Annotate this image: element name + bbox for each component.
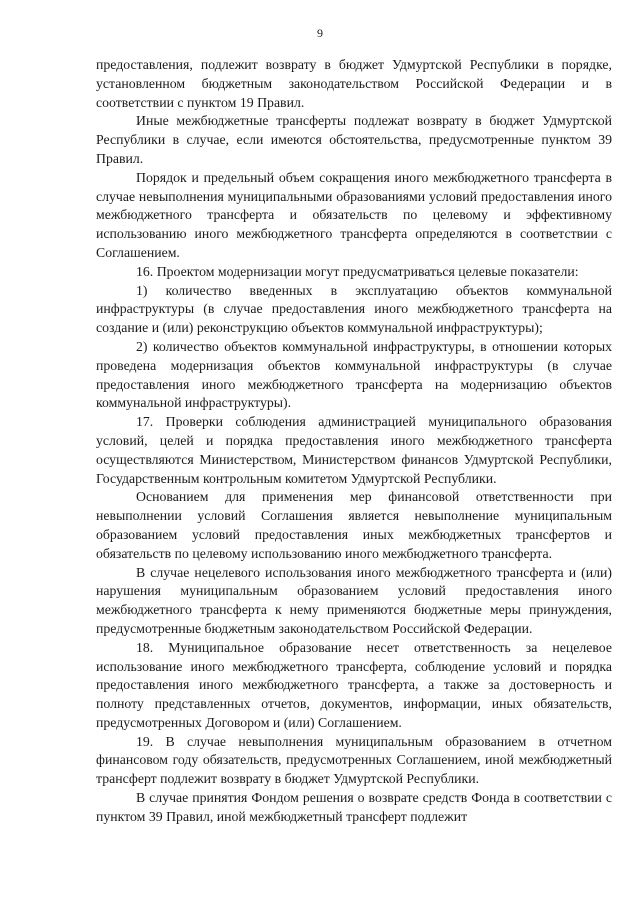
paragraph-item-18: 18. Муниципальное образование несет ответственность за нецелевое использование иного межбюджетного трансферта, соблюдение условий и порядка предоставления иного межбюджетного трансферта, а также за достоверность и полноту представленных отчетов, документов, информации, иных обязательств, предусмотренных Договором и (или) Соглашением. bbox=[96, 639, 612, 730]
paragraph-item-16: 16. Проектом модернизации могут предусматриваться целевые показатели: bbox=[136, 263, 579, 279]
paragraph-subitem-2: 2) количество объектов коммунальной инфраструктуры, в отношении которых проведена модернизация объектов коммунальной инфраструктуры (в случае предоставления иного межбюджетного трансферта на модернизацию объектов коммунальной инфраструктуры). bbox=[96, 338, 612, 411]
paragraph-item-17: 17. Проверки соблюдения администрацией муниципального образования условий, целей и порядка предоставления иного межбюджетного трансферта осуществляются Министерством, Министерством финансов Удмуртской Республики, Государственным контрольным комитетом Удмуртской Республики. bbox=[96, 414, 612, 486]
paragraph: В случае принятия Фондом решения о возврате средств Фонда в соответствии с пунктом 39 Правил, иной межбюджетный трансферт подлежит bbox=[96, 790, 612, 824]
page-number: 9 bbox=[317, 26, 323, 40]
paragraph: Основанием для применения мер финансовой ответственности при невыполнении условий Соглашения является невыполнение муниципальным образованием условий предоставления иных межбюджетных трансфертов и обязательств по целевому использованию иного межбюджетного трансферта. bbox=[96, 489, 612, 561]
document-body bbox=[96, 56, 612, 827]
paragraph: Иные межбюджетные трансферты подлежат возврату в бюджет Удмуртской Республики в случае, если имеются обстоятельства, предусмотренные пунктом 39 Правил. bbox=[96, 113, 612, 166]
paragraph: Порядок и предельный объем сокращения иного межбюджетного трансферта в случае невыполнения муниципальными образованиями условий предоставления иного межбюджетного трансферта и обязательств по целевому и эффективному использованию иного межбюджетного трансферта определяются в соответствии с Соглашением. bbox=[96, 169, 612, 260]
paragraph: В случае нецелевого использования иного межбюджетного трансферта и (или) нарушения муниципальным образованием условий предоставления иного межбюджетного трансферта к нему применяются бюджетные меры принуждения, предусмотренные бюджетным законодательством Российской Федерации. bbox=[96, 564, 612, 636]
paragraph-subitem-1: 1) количество введенных в эксплуатацию объектов коммунальной инфраструктуры (в случае предоставления иного межбюджетного трансферта на создание и (или) реконструкцию объектов коммунальной инфраструктуры); bbox=[96, 282, 612, 336]
paragraph-item-19: 19. В случае невыполнения муниципальным образованием в отчетном финансовом году обязательств, предусмотренных Соглашением, иной межбюджетный трансферт подлежит возврату в бюджет Удмуртской Республики. bbox=[96, 733, 612, 787]
paragraph-continuation: предоставления, подлежит возврату в бюджет Удмуртской Республики в порядке, установленном бюджетным законодательством Российской Федерации и в соответствии с пунктом 19 Правил. bbox=[96, 57, 612, 110]
